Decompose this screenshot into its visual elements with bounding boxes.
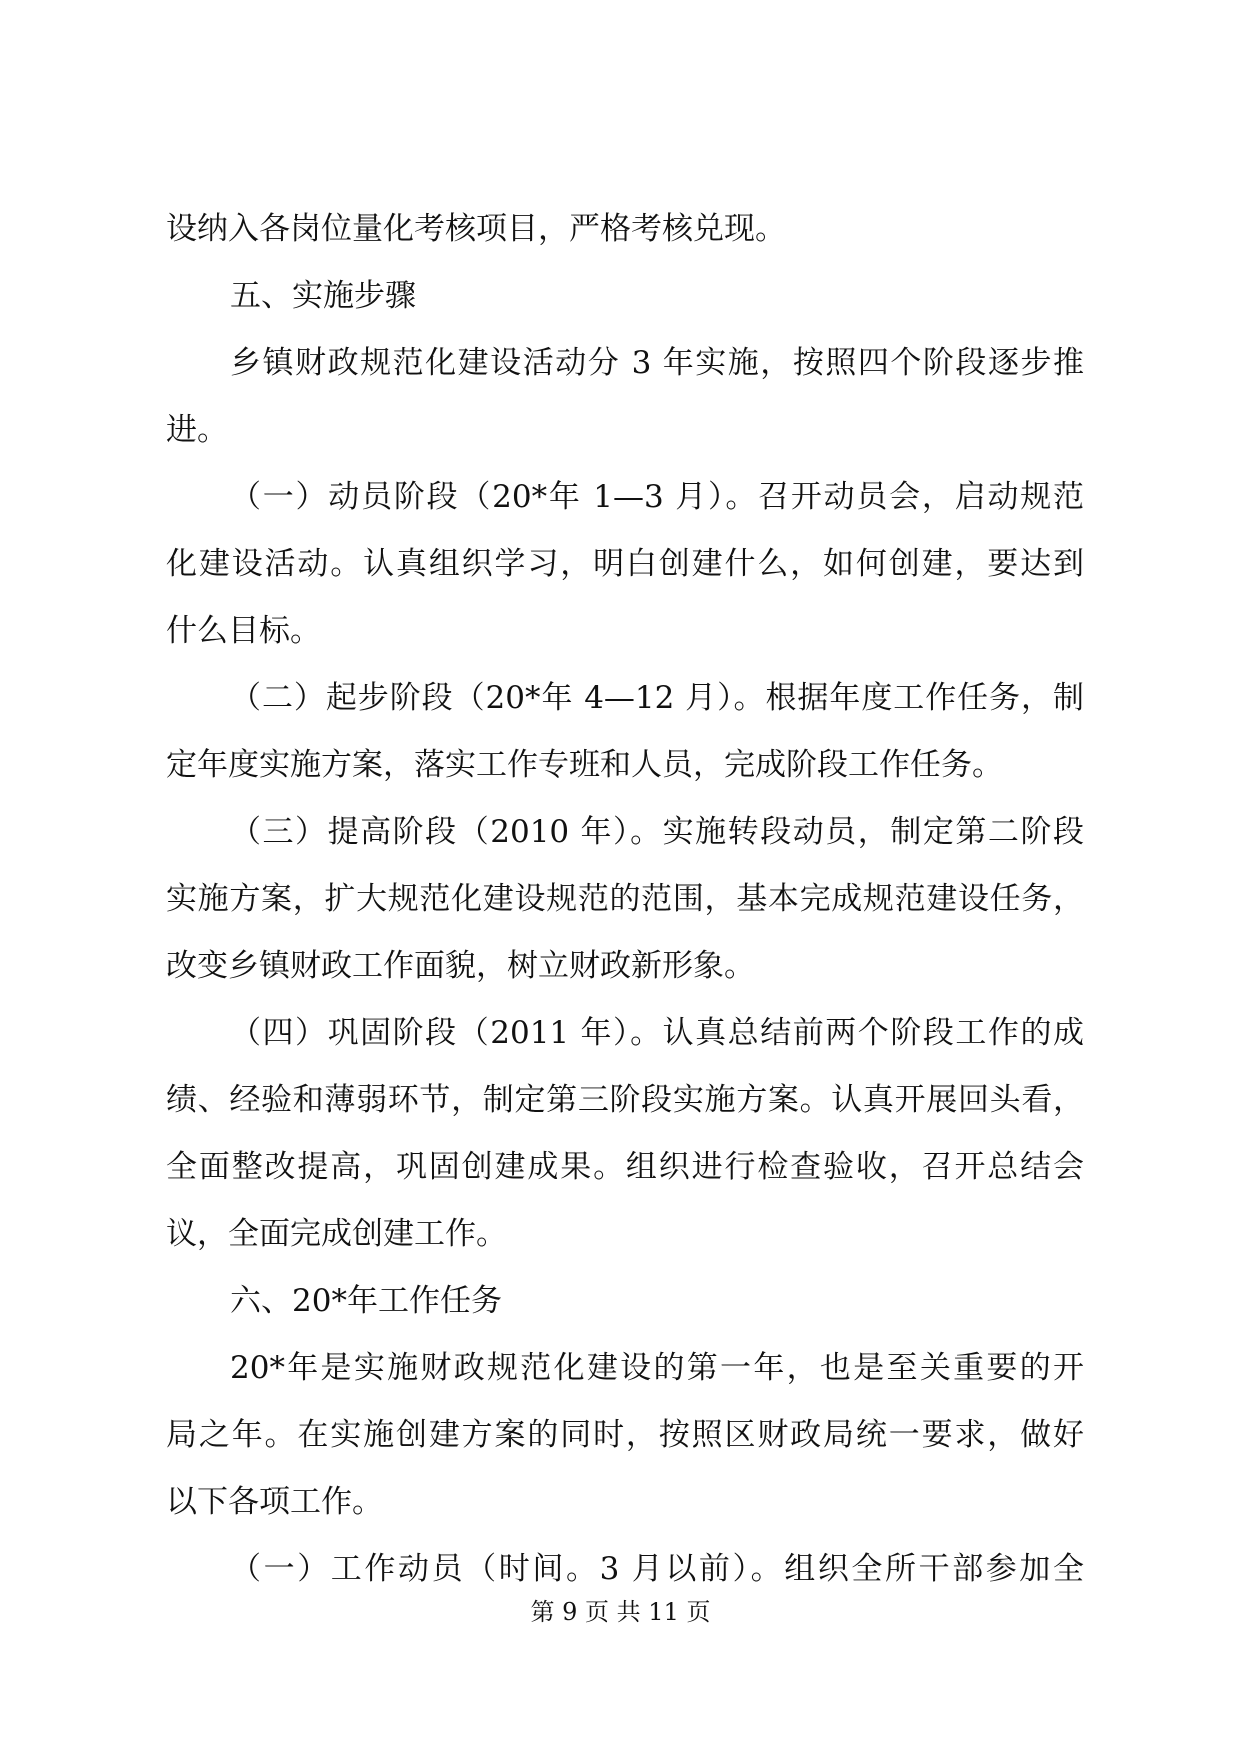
paragraph-line: 乡镇财政规范化建设活动分 3 年实施，按照四个阶段逐步推 xyxy=(230,345,1084,381)
paragraph-line: 改变乡镇财政工作面貌，树立财政新形象。 xyxy=(166,948,755,984)
paragraph-line: 实施方案，扩大规范化建设规范的范围，基本完成规范建设任务， xyxy=(166,881,1084,917)
section-heading: 六、20*年工作任务 xyxy=(230,1283,502,1319)
paragraph-line: 进。 xyxy=(166,412,228,448)
paragraph-line: 设纳入各岗位量化考核项目，严格考核兑现。 xyxy=(166,211,786,247)
paragraph-line: 以下各项工作。 xyxy=(166,1484,383,1520)
paragraph-line: 局之年。在实施创建方案的同时，按照区财政局统一要求，做好 xyxy=(166,1417,1084,1453)
paragraph-line: 议，全面完成创建工作。 xyxy=(166,1216,507,1252)
paragraph-line: 20*年是实施财政规范化建设的第一年，也是至关重要的开 xyxy=(230,1350,1084,1386)
paragraph-line: 化建设活动。认真组织学习，明白创建什么，如何创建，要达到 xyxy=(166,546,1084,582)
document-body xyxy=(166,196,1084,1603)
paragraph-line: 定年度实施方案，落实工作专班和人员，完成阶段工作任务。 xyxy=(166,747,1003,783)
section-heading: 五、实施步骤 xyxy=(230,278,416,314)
paragraph-line: （二）起步阶段（20*年 4—12 月）。根据年度工作任务，制 xyxy=(230,680,1084,716)
paragraph-line: （一）工作动员（时间。3 月以前）。组织全所干部参加全 xyxy=(230,1551,1084,1587)
paragraph-line: 绩、经验和薄弱环节，制定第三阶段实施方案。认真开展回头看， xyxy=(166,1082,1084,1118)
paragraph-line: （四）巩固阶段（2011 年）。认真总结前两个阶段工作的成 xyxy=(230,1015,1084,1051)
page-number-footer: 第 9 页 共 11 页 xyxy=(530,1598,711,1626)
paragraph-line: 什么目标。 xyxy=(166,613,321,649)
paragraph-line: （一）动员阶段（20*年 1—3 月）。召开动员会，启动规范 xyxy=(230,479,1084,515)
paragraph-line: 全面整改提高，巩固创建成果。组织进行检查验收，召开总结会 xyxy=(166,1149,1084,1185)
paragraph-line: （三）提高阶段（2010 年）。实施转段动员，制定第二阶段 xyxy=(230,814,1084,850)
